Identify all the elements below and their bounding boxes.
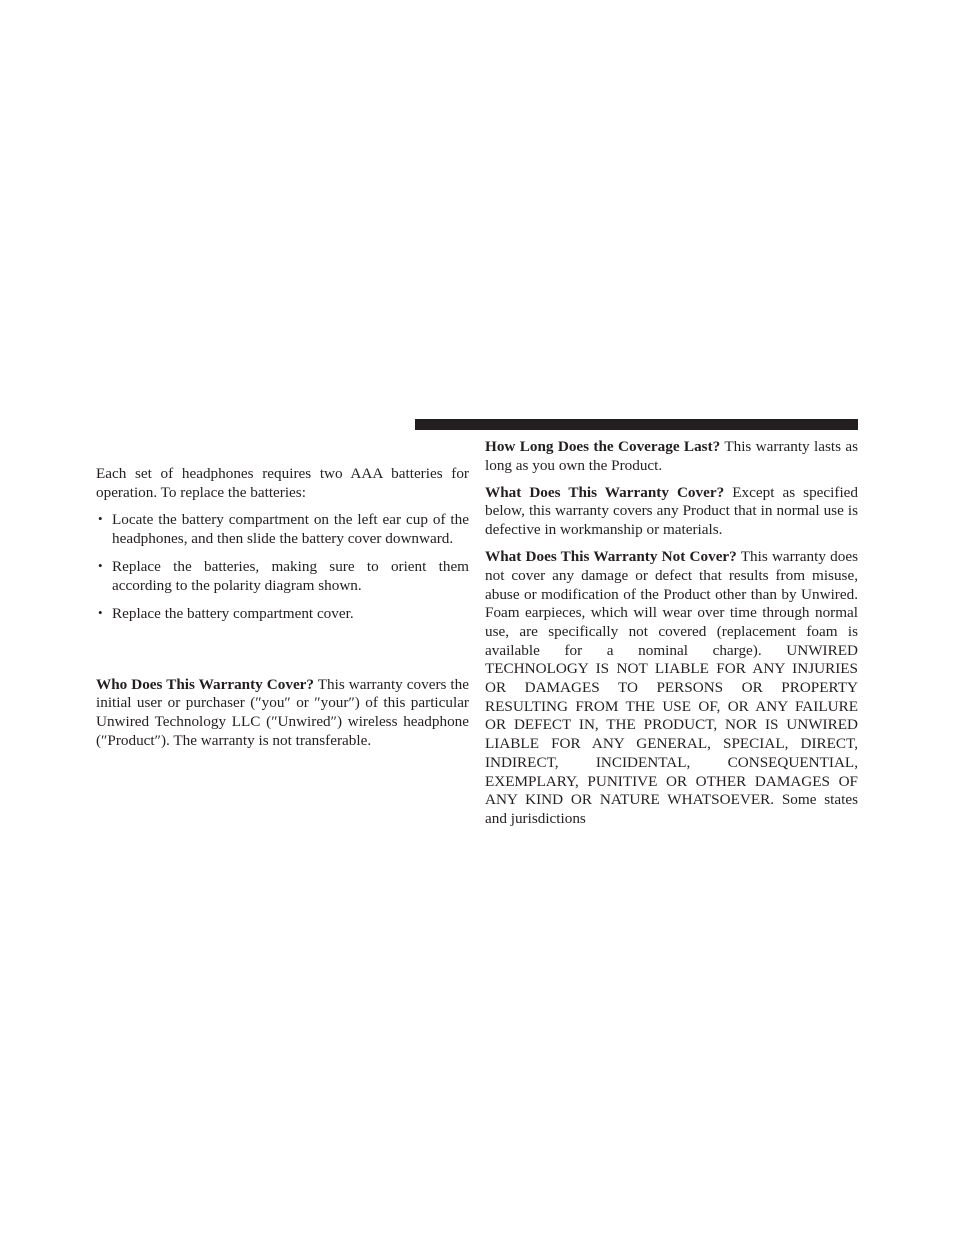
left-column (96, 465, 469, 750)
coverage-duration-heading: How Long Does the Coverage Last? (485, 438, 721, 455)
warranty-not-cover-heading: What Does This Warranty Not Cover? (485, 548, 737, 566)
battery-intro-paragraph: Each set of headphones requires two AAA batteries for operation. To replace the batteries: (96, 465, 469, 501)
warranty-cover-paragraph (485, 484, 858, 540)
battery-steps-list (96, 511, 469, 623)
battery-step-2: • Replace the batteries, making sure to orient them according to the polarity diagram shown. (96, 558, 469, 595)
coverage-duration-text: This warranty lasts as long as you own the Product. (485, 438, 859, 474)
battery-step-1: • Locate the battery compartment on the left ear cup of the headphones, and then slide the battery cover downward. (96, 511, 469, 548)
warranty-cover-heading: What Does This Warranty Cover? (485, 483, 725, 501)
coverage-duration-paragraph (485, 438, 858, 475)
battery-step-3: • Replace the battery compartment cover. (96, 605, 469, 624)
section-header-rule (415, 419, 858, 430)
warranty-not-cover-text: This warranty does not cover any damage or defect that results from misuse, abuse or modification of the Product other than by Unwired. Foam earpieces, which will wear over time through normal use, are specifically not covered (replacement foam is available for a nominal charge). UNWIRED TECHNOLOGY IS NOT LIABLE FOR ANY INJURIES OR DAMAGES TO PERSONS OR PROPERTY RESULTING FROM THE USE OF, OR ANY FAILURE OR DEFECT IN, THE PRODUCT, NOR IS UNWIRED LIABLE FOR ANY GENERAL, SPECIAL, DIRECT, INDIRECT, INCIDENTAL, CONSEQUENTIAL, EXEMPLARY, PUNITIVE OR OTHER DAMAGES OF ANY KIND OR NATURE WHATSOEVER. Some states and jurisdictions (485, 548, 859, 827)
who-warranty-text: This warranty covers the initial user or purchaser (″you″ or ″your″) of this particular Unwired Technology LLC (″Unwired″) wireless headphone (″Product″). The warranty is not transferable. (96, 675, 469, 749)
right-column (485, 438, 858, 829)
who-warranty-heading: Who Does This Warranty Cover? (96, 675, 315, 693)
who-warranty-paragraph (96, 676, 469, 751)
warranty-cover-text: Except as specified below, this warranty covers any Product that in normal use is defective in workmanship or materials. (485, 483, 858, 539)
warranty-not-cover-paragraph (485, 548, 858, 829)
